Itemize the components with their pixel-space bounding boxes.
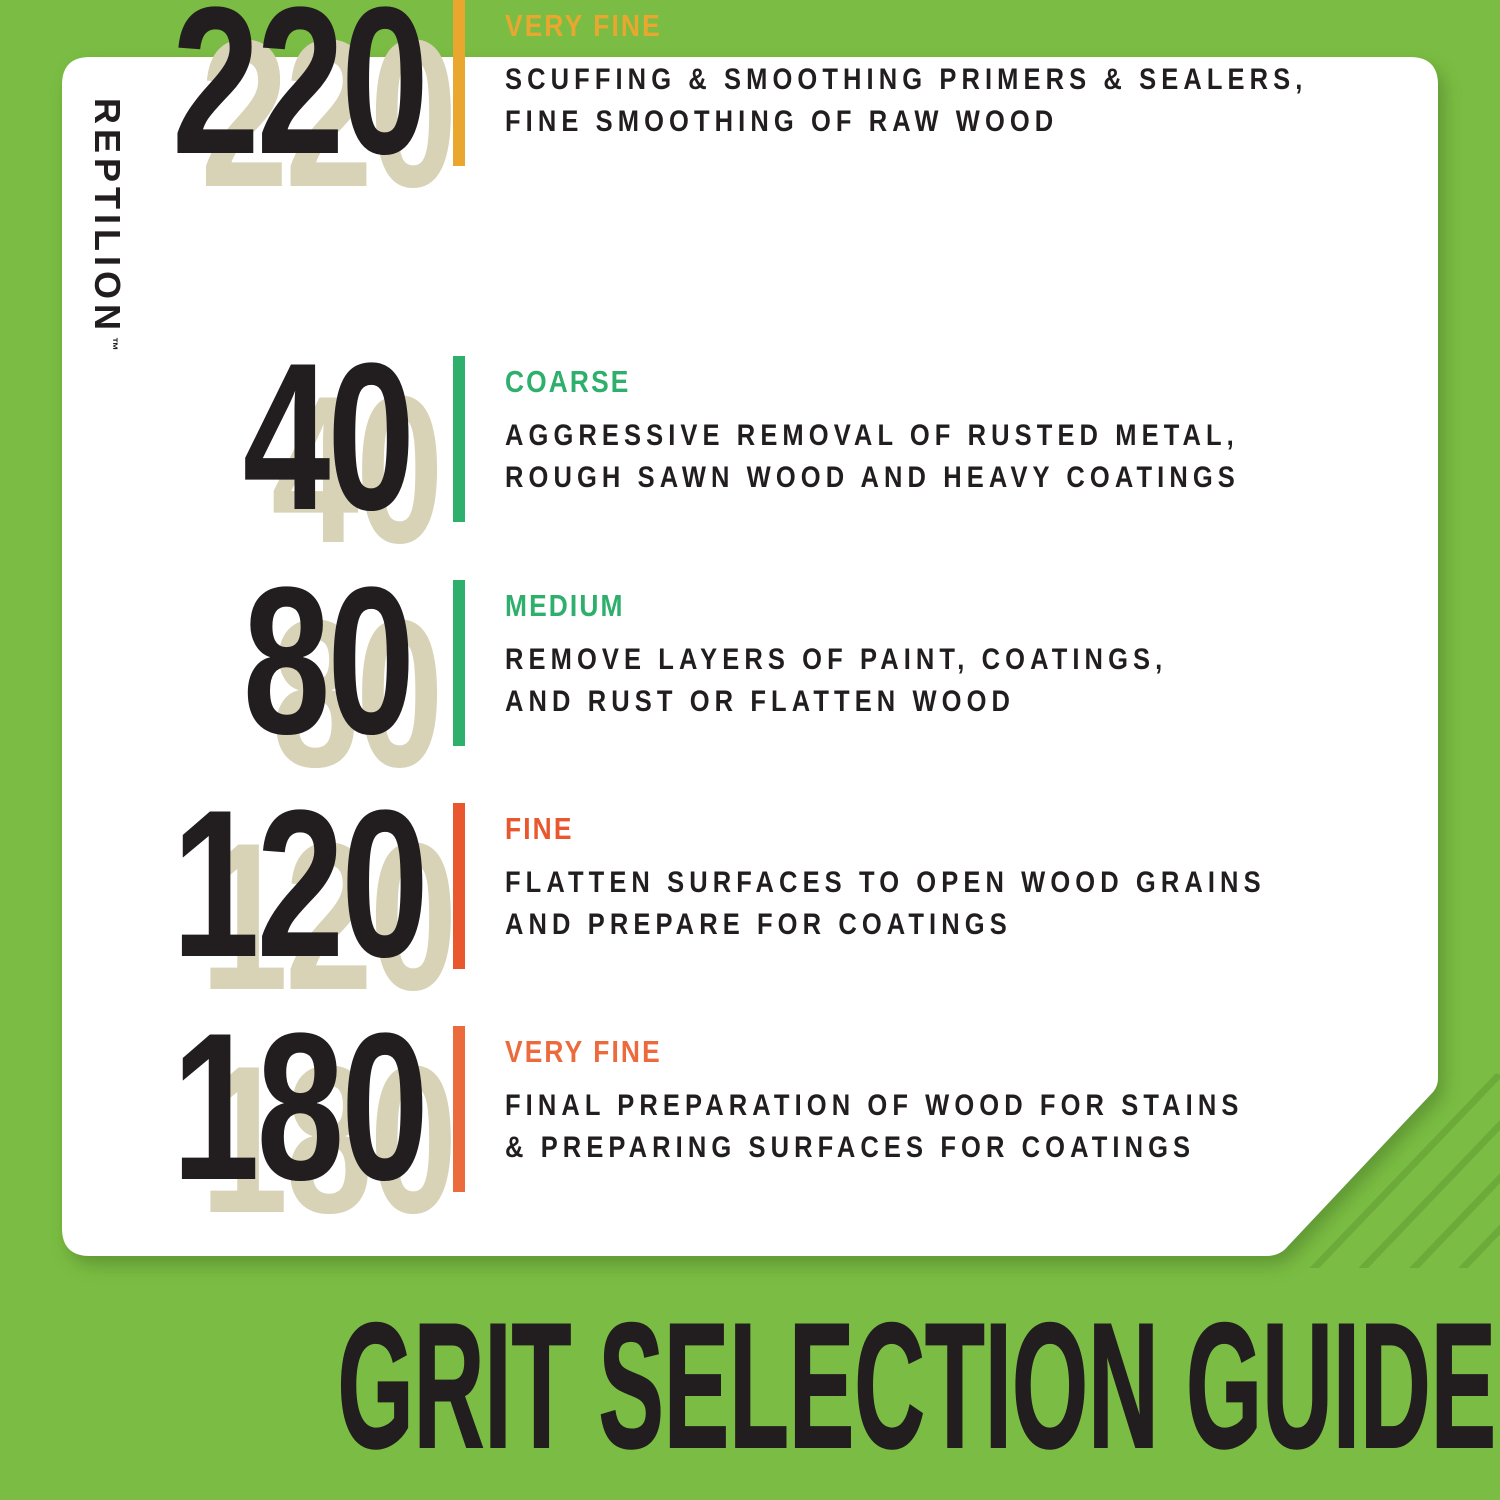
description — [505, 639, 1270, 723]
category-label: FINE — [505, 811, 574, 846]
row-text — [505, 0, 1405, 143]
accent-bar — [453, 580, 465, 746]
grit-number: 120 — [172, 766, 426, 1001]
grit-number: 220 — [172, 0, 426, 198]
brand-name: REPTILION — [87, 98, 128, 336]
description-line: REMOVE LAYERS OF PAINT, COATINGS, — [505, 643, 1168, 676]
description-line: FLATTEN SURFACES TO OPEN WOOD GRAINS — [505, 866, 1266, 899]
description-line: SCUFFING & SMOOTHING PRIMERS & SEALERS, — [505, 63, 1308, 96]
description-line: FINAL PREPARATION OF WOOD FOR STAINS — [505, 1089, 1244, 1122]
description — [505, 415, 1270, 499]
grit-number: 40 — [242, 319, 412, 554]
row-text — [505, 803, 1405, 946]
grit-row-180 — [0, 989, 1500, 1249]
description-line: AGGRESSIVE REMOVAL OF RUSTED METAL, — [505, 419, 1239, 452]
description-line: FINE SMOOTHING OF RAW WOOD — [505, 105, 1059, 138]
row-text — [505, 580, 1405, 723]
description-line: AND PREPARE FOR COATINGS — [505, 908, 1012, 941]
grit-number: 180 — [172, 989, 426, 1224]
row-text — [505, 1026, 1405, 1169]
category-label: VERY FINE — [505, 1034, 662, 1069]
description-line: AND RUST OR FLATTEN WOOD — [505, 685, 1016, 718]
accent-bar — [453, 1026, 465, 1192]
category-label: MEDIUM — [505, 588, 625, 623]
description — [505, 59, 1308, 143]
trademark-symbol: ™ — [105, 337, 121, 352]
category-label: VERY FINE — [505, 8, 662, 43]
category-label: COARSE — [505, 364, 631, 399]
grit-number: 80 — [242, 543, 412, 778]
grit-row-220 — [0, 0, 1500, 223]
accent-bar — [453, 356, 465, 522]
description-line: ROUGH SAWN WOOD AND HEAVY COATINGS — [505, 461, 1240, 494]
accent-bar — [453, 803, 465, 969]
row-text — [505, 356, 1405, 499]
description — [505, 862, 1270, 946]
page-title: GRIT SELECTION GUIDE — [337, 1286, 1497, 1485]
description-line: & PREPARING SURFACES FOR COATINGS — [505, 1131, 1196, 1164]
description — [505, 1085, 1270, 1169]
accent-bar — [453, 0, 465, 166]
